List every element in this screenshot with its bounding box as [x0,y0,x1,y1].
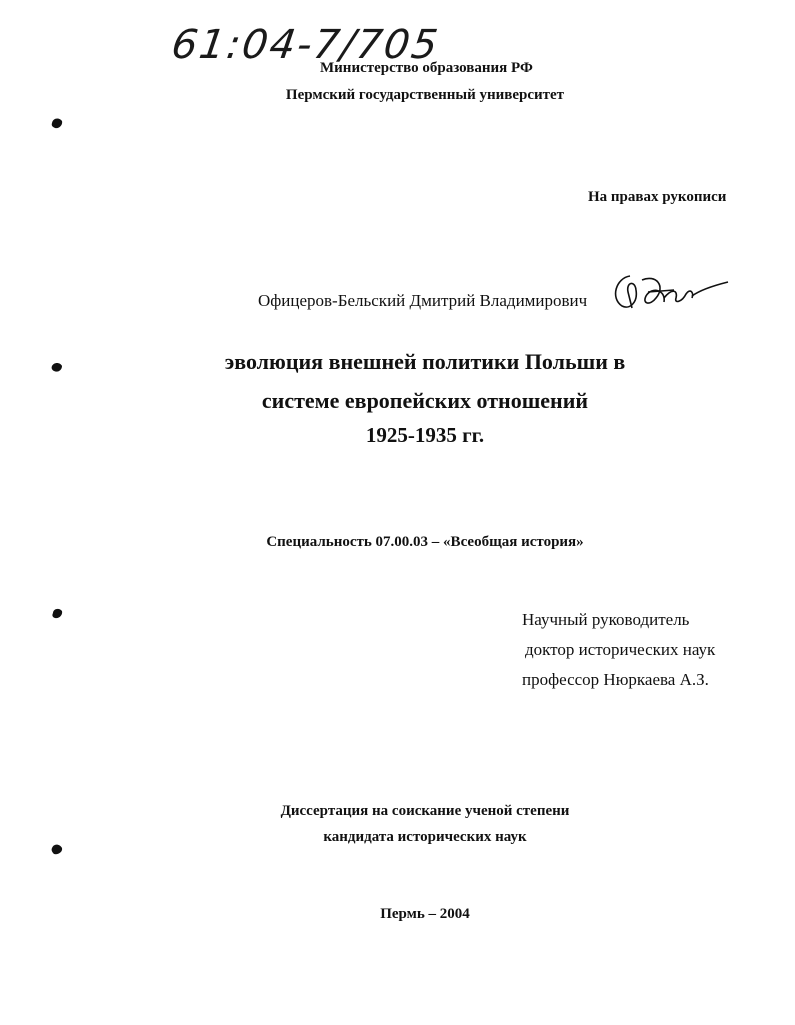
punch-hole-mark [50,360,64,374]
title-years: 1925-1935 гг. [365,423,485,447]
punch-hole-mark [50,606,64,620]
dissertation-line-1: Диссертация на соискание ученой степени [280,803,570,819]
punch-hole-mark [50,842,64,856]
specialty-line: Специальность 07.00.03 – «Всеобщая история» [266,534,584,550]
ministry-name: Министерство образования РФ [320,60,533,76]
advisor-name: профессор Нюркаева А.З. [522,670,709,689]
title-line-1: эволюция внешней политики Польши в [224,349,626,374]
title-line-2: системе европейских отношений [261,388,589,413]
author-name: Офицеров-Бельский Дмитрий Владимирович [258,291,588,310]
place-and-year: Пермь – 2004 [380,906,470,922]
signature-icon [608,268,738,318]
advisor-role: Научный руководитель [522,610,690,629]
advisor-degree: доктор исторических наук [525,640,716,659]
university-name: Пермский государственный университет [285,87,565,103]
manuscript-rights-note: На правах рукописи [588,189,727,205]
handwritten-catalog-number: 61:04-7/705 [168,22,443,68]
punch-hole-mark [50,116,64,130]
dissertation-line-2: кандидата исторических наук [323,829,527,845]
